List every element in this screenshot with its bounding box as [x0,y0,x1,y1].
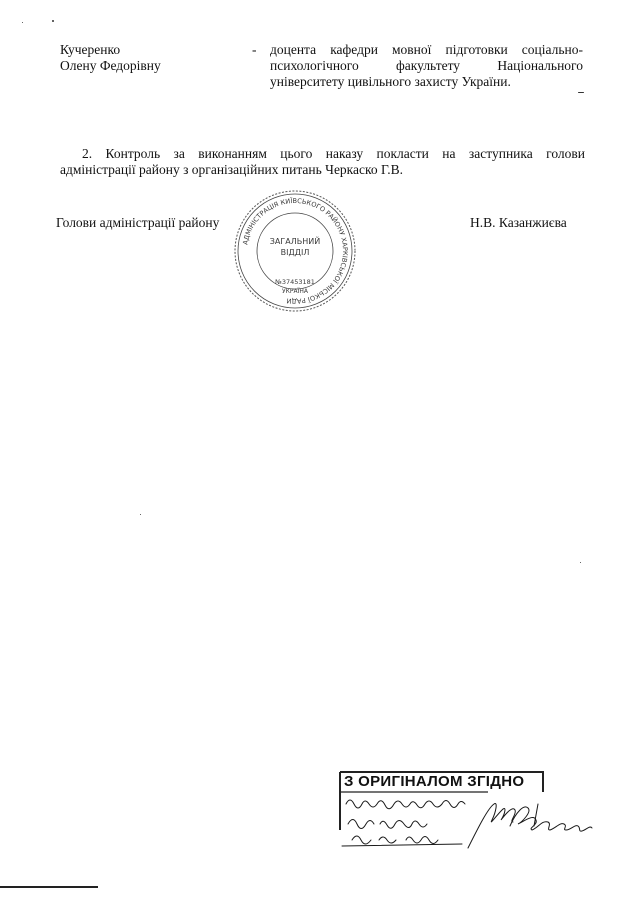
appointee-given-names: Олену Федорівну [60,58,161,73]
scan-speck [140,514,141,515]
order-item-2-line: 2. Контроль за виконанням цього наказу покласти на заступника голови [82,146,585,161]
certification-stamp-title: З ОРИГІНАЛОМ ЗГІДНО [344,773,525,790]
seal-outer-text: АДМІНІСТРАЦІЯ КИЇВСЬКОГО РАЙОНУ ХАРКІВСЬКОЇ МІСЬКОЇ РАДИ [241,196,350,306]
handwritten-signature [338,786,642,856]
appointee-name [60,42,161,74]
seal-center-line: ВІДДІЛ [280,248,310,257]
appointee-position [270,42,583,90]
appointee-surname: Кучеренко [60,42,121,57]
scan-speck [22,22,23,23]
appointment-dash: - [252,42,257,57]
signatory-name: Н.В. Казанжиєва [470,215,567,230]
official-seal [232,188,358,314]
position-line: психологічного факультету Національного [270,58,583,73]
order-item-2-line: адміністрації району з організаційних питань Черкаско Г.В. [60,162,404,177]
scan-speck [580,562,581,563]
position-line: університету цивільного захисту України. [270,74,511,89]
bottom-rule [0,886,98,888]
seal-code: №37453181 [275,278,315,286]
order-item-2 [60,146,585,178]
position-line: доцента кафедри мовної підготовки соціально- [270,42,583,57]
scan-speck [52,20,54,22]
scan-speck [578,92,584,93]
seal-center-line: ЗАГАЛЬНИЙ [269,237,321,246]
seal-country: УКРАЇНА [281,288,309,295]
signatory-title: Голови адміністрації району [56,215,220,230]
